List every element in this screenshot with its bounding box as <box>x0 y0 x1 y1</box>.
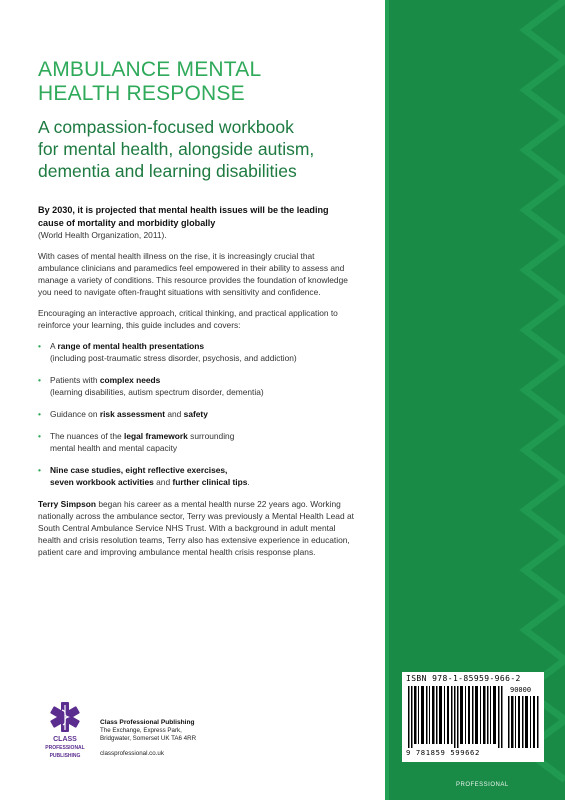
bullet-text: (including post-traumatic stress disorder, psychosis, and addiction) <box>50 353 297 364</box>
bullet-bold-text: complex needs <box>99 375 161 386</box>
list-item <box>38 408 356 420</box>
bullet-text: Patients with <box>50 375 100 386</box>
subtitle-line-2: for mental health, alongside autism, <box>38 139 315 159</box>
publisher-info <box>100 719 196 758</box>
bullet-text: A <box>50 341 58 352</box>
bullet-text: surrounding <box>187 431 235 442</box>
list-item <box>38 374 356 398</box>
subtitle-line-1: A compassion-focused workbook <box>38 117 294 137</box>
bullet-text: mental health and mental capacity <box>50 443 178 454</box>
bullet-icon: • <box>38 431 41 442</box>
logo-word: CLASS <box>53 736 77 743</box>
title-line-2: HEALTH RESPONSE <box>38 82 245 105</box>
subtitle-line-3: dementia and learning disabilities <box>38 161 297 181</box>
logo-wordmark <box>38 736 92 760</box>
publisher-address-line: Bridgwater, Somerset UK TA6 4RR <box>100 735 197 743</box>
barcode-addon-digits: 90000 <box>510 686 532 694</box>
publisher-name: Class Professional Publishing <box>100 719 195 726</box>
bullet-bold-text: Nine case studies, eight reflective exercises, <box>50 465 228 476</box>
bullet-icon: • <box>38 409 41 420</box>
bullet-text: The nuances of the <box>50 431 125 442</box>
list-item <box>38 430 356 454</box>
bullet-icon: • <box>38 375 41 386</box>
bullet-text: Guidance on <box>50 409 100 420</box>
lead-statement: By 2030, it is projected that mental health issues will be the leading cause of mortality and morbidity globally <box>38 205 329 228</box>
list-item <box>38 340 356 364</box>
barcode-panel <box>402 672 544 762</box>
barcode-digits: 9 781859 599662 <box>406 748 480 757</box>
bullet-icon: • <box>38 465 41 476</box>
bullet-bold-text: safety <box>183 409 208 420</box>
bullet-text: and <box>153 477 173 488</box>
imprint-text: PROFESSIONAL <box>456 782 509 788</box>
bullet-icon: • <box>38 341 41 352</box>
publisher-website: classprofessional.co.uk <box>100 749 164 757</box>
spine-highlight <box>385 0 389 800</box>
logo-word: PROFESSIONAL <box>45 745 85 751</box>
book-subtitle <box>38 116 356 182</box>
barcode-addon-icon <box>508 696 540 748</box>
author-bio <box>38 498 356 558</box>
list-item <box>38 464 356 488</box>
publisher-address-line: The Exchange, Express Park, <box>100 727 182 735</box>
author-name: Terry Simpson <box>38 499 97 510</box>
bullet-bold-text: range of mental health presentations <box>57 341 205 352</box>
book-title <box>38 58 356 106</box>
bullet-text: (learning disabilities, autism spectrum disorder, dementia) <box>50 387 264 398</box>
title-line-1: AMBULANCE MENTAL <box>38 58 262 81</box>
lead-citation: (World Health Organization, 2011). <box>38 230 167 241</box>
covers-intro: Encouraging an interactive approach, critical thinking, and practical application to reinforce your learning, this guide includes and covers: <box>38 308 338 331</box>
bullet-bold-text: seven workbook activities <box>50 477 154 488</box>
barcode-icon <box>408 686 506 748</box>
isbn-text: ISBN 978-1-85959-966-2 <box>406 674 521 683</box>
star-of-life-icon <box>38 700 92 736</box>
bullet-bold-text: further clinical tips <box>172 477 248 488</box>
main-content <box>38 58 356 567</box>
intro-paragraph: With cases of mental health illness on the rise, it is increasingly crucial that ambulance clinicians and paramedics feel empowered in their ability to assess and manage a variety of conditions. This resource provides the foundation of knowledge you need to navigate often-fraught situations with sensitivity and confidence. <box>38 251 348 298</box>
coverage-list <box>38 340 356 488</box>
logo-word: PUBLISHING <box>49 753 81 759</box>
bullet-bold-text: risk assessment <box>99 409 166 420</box>
bullet-bold-text: legal framework <box>124 431 188 442</box>
publisher-logo <box>38 700 92 770</box>
author-bio-text: began his career as a mental health nurse 22 years ago. Working nationally across the ambulance sector, Terry was previously a Mental Health Lead at South Central Ambulance Service NHS Trust. With a background in adult mental health and crisis resolution teams, Terry also has extensive experience in education, patient care and improving ambulance mental health crisis response plans. <box>38 499 354 558</box>
bullet-text: . <box>247 477 250 488</box>
bullet-text: and <box>165 409 184 420</box>
